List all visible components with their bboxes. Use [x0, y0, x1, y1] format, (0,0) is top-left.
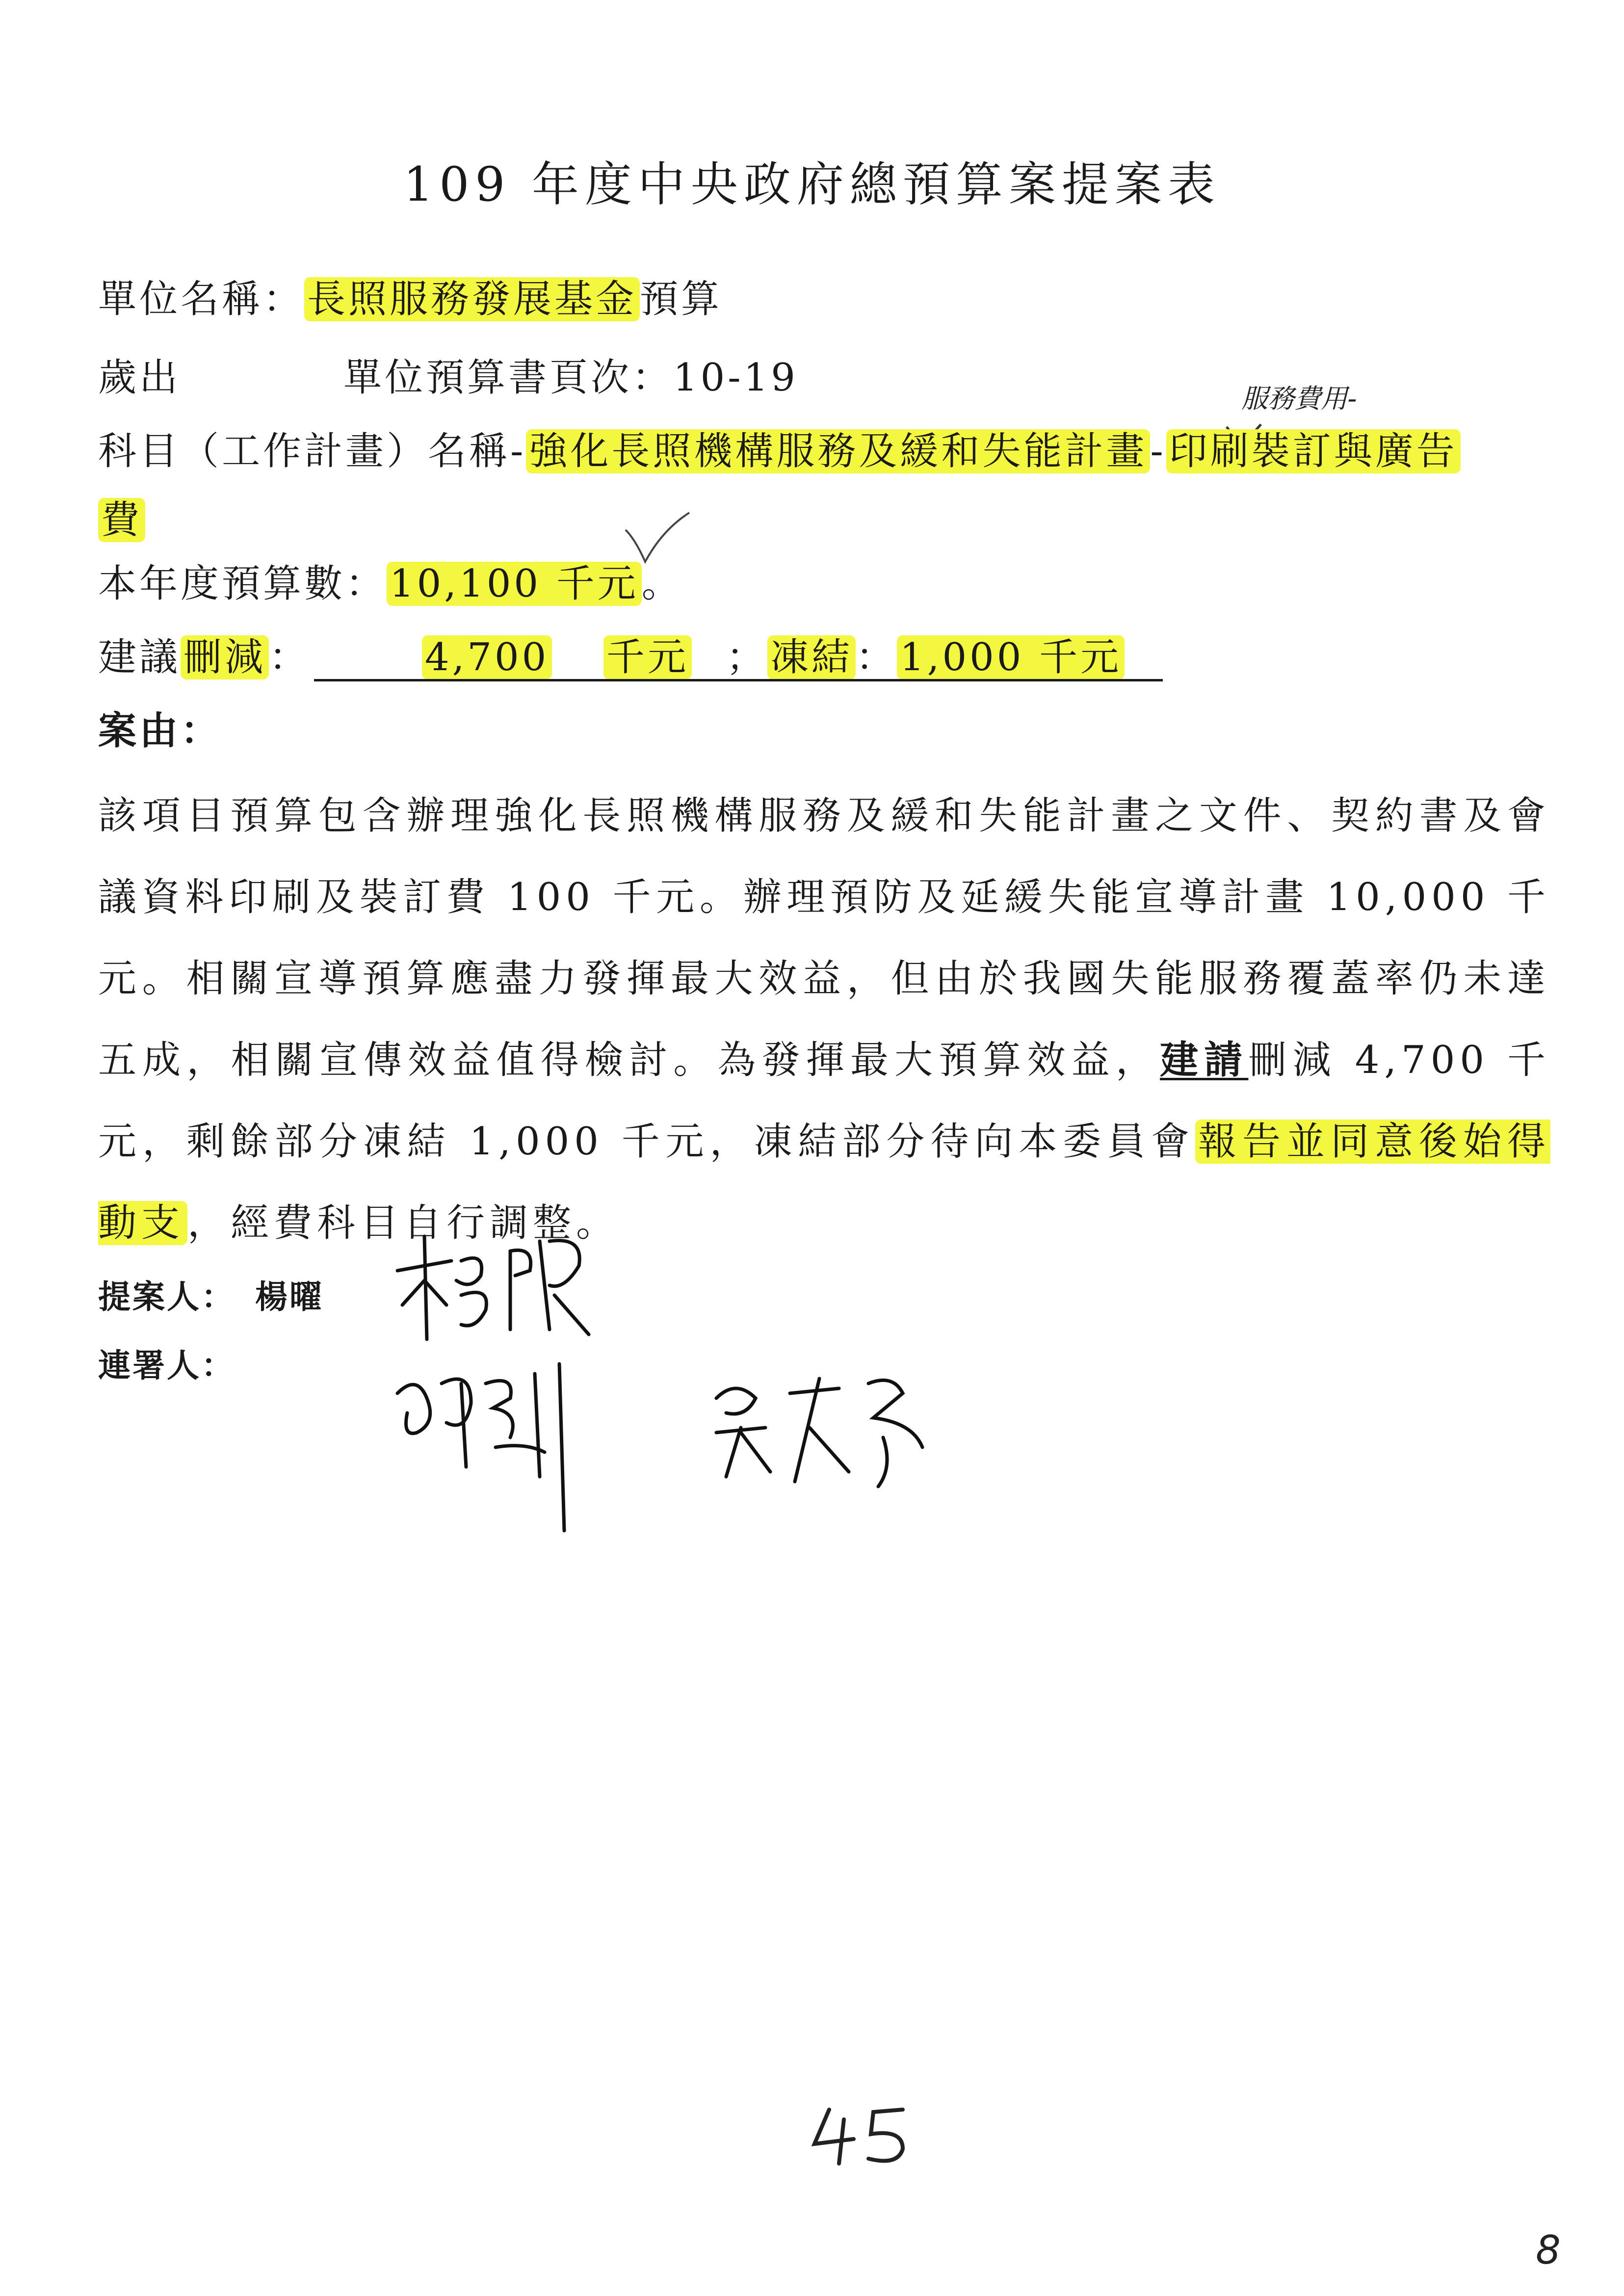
unit-name-value: 長照服務發展基金 [304, 277, 640, 321]
handwritten-insert-note: 服務費用- [1241, 383, 1357, 414]
corner-page-mark: 8 [1536, 2227, 1561, 2273]
subject-label: 科目（工作計畫）名稱 [98, 429, 511, 473]
proposal-cut-label: 刪減 [181, 635, 269, 679]
budget-book-page-value: 10-19 [673, 356, 798, 400]
freeze-section [726, 633, 1125, 682]
subject-row [98, 427, 1461, 476]
reason-text-1: 該項目預算包含辦理強化長照機構服務及緩和失能計畫之文件、契約書及會議資料印刷及裝訂費 100 千元。辦理預防及延緩失能宣導計畫 10,000 千元。相關宣導預算應盡力發揮最大效益，但由於我國失能服務覆蓋率仍未達五成，相關宣傳效益值得檢討。為發揮最大預算效益， [98, 794, 1550, 1082]
annual-budget-row [98, 559, 683, 608]
cosigner-label: 連署人： [98, 1347, 236, 1384]
annual-budget-label: 本年度預算數： [98, 562, 387, 606]
freeze-value: 1,000 千元 [897, 635, 1125, 679]
proposer-name: 楊曜 [255, 1278, 324, 1316]
proposal-colon: ： [269, 635, 311, 679]
reason-text-3: ，經費科目自行調整。 [187, 1201, 620, 1245]
proposal-row [98, 633, 310, 682]
cut-unit: 千元 [603, 635, 692, 679]
reason-paragraph [98, 775, 1550, 1264]
page-title: 109 年度中央政府總預算案提案表 [403, 157, 1221, 212]
proposer-label: 提案人： [98, 1278, 236, 1316]
freeze-colon: ： [856, 635, 897, 679]
freeze-separator: ； [726, 635, 768, 679]
annual-budget-value: 10,100 千元 [387, 562, 642, 606]
proposer-signature [388, 1231, 594, 1344]
reason-bold-request: 建請 [1160, 1038, 1249, 1082]
reason-heading: 案由： [98, 709, 222, 753]
budget-book-page-label: 單位預算書頁次： [343, 356, 674, 400]
proposal-label: 建議 [98, 635, 181, 679]
subject-item-name-cont: 費 [98, 498, 145, 542]
expenditure-label: 歲出 [98, 356, 181, 400]
cut-amount [422, 633, 552, 682]
proposal-underline [314, 679, 1163, 681]
check-mark-icon [623, 510, 692, 564]
subject-plan-name: 強化長照機構服務及緩和失能計畫 [526, 429, 1150, 473]
cut-amount-value: 4,700 [422, 635, 552, 679]
reason-text-2: 刪減 4,700 千元，剩餘部分凍結 1,000 千元，凍結部分待向本委員會 [98, 1038, 1550, 1164]
reason-highlight: 報告並同意後始得動支 [98, 1120, 1550, 1245]
budget-book-page [343, 353, 798, 402]
unit-name-row [98, 275, 722, 324]
handwritten-page-number-text [834, 2173, 835, 2174]
expenditure-row [98, 353, 181, 402]
subject-dash-1: - [510, 429, 526, 473]
cut-amount-unit [603, 633, 692, 682]
annual-budget-end: 。 [641, 562, 683, 606]
handwritten-page-number [810, 2100, 927, 2168]
freeze-label: 凍結 [767, 635, 856, 679]
unit-name-suffix: 預算 [640, 277, 723, 321]
subject-dash-2: - [1150, 429, 1166, 473]
cosigner-signature-2 [707, 1369, 942, 1496]
subject-row-continued [98, 496, 145, 545]
proposer-row [98, 1271, 324, 1317]
unit-name-label: 單位名稱： [98, 277, 305, 321]
cosigner-signature-1 [388, 1354, 662, 1570]
subject-item-name: 印刷裝訂與廣告 [1166, 429, 1461, 473]
